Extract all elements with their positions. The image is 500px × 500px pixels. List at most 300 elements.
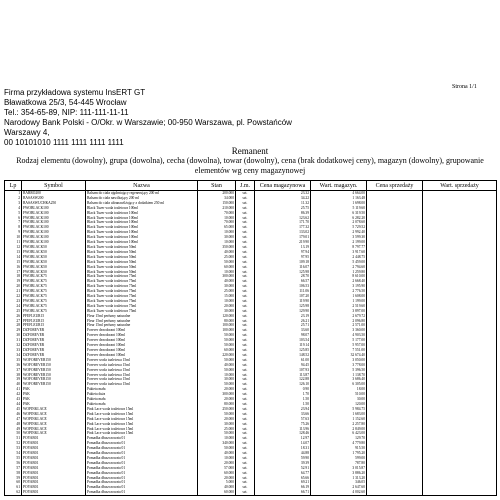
unit-cell: szt. (236, 382, 255, 387)
symbol-cell: FWOBLACK75 (22, 279, 86, 284)
warehouse-value-cell: 2 257.80 (311, 422, 367, 427)
symbol-cell: FWOBLACK100 (22, 220, 86, 225)
name-cell: Black Tuzer woda toaletowa 75ml (86, 294, 198, 299)
stock-cell: 60.000 (198, 490, 236, 495)
symbol-cell: DZFOREVER (22, 338, 86, 343)
lp-cell: 46 (5, 412, 22, 417)
lp-cell: 59 (5, 476, 22, 481)
warehouse-value-cell: 5 459.00 (311, 260, 367, 265)
column-header-lp: Lp (5, 181, 22, 191)
warehouse-value-cell: 129.70 (311, 436, 367, 441)
unit-cell: szt. (236, 284, 255, 289)
warehouse-value-cell: 2 571.00 (311, 323, 367, 328)
lp-cell: 49 (5, 427, 22, 432)
warehouse-value-cell: 2 647.60 (311, 485, 367, 490)
warehouse-price-cell: 61.00 (255, 358, 311, 363)
warehouse-value-cell: 8 610.00 (311, 274, 367, 279)
warehouse-value-cell: 6 319.50 (311, 211, 367, 216)
symbol-cell: POYAB01 (22, 476, 86, 481)
name-cell: Black Tuzer woda toaletowa 100ml (86, 230, 198, 235)
warehouse-value-cell: 3 897.00 (311, 309, 367, 314)
sale-price-cell (367, 490, 423, 495)
company-header (4, 88, 292, 148)
stock-cell: 70.000 (198, 211, 236, 216)
unit-cell: szt. (236, 480, 255, 485)
unit-cell: szt. (236, 485, 255, 490)
warehouse-price-cell: 97.94 (255, 250, 311, 255)
name-cell: Black Tuzer woda toaletowa 100ml (86, 235, 198, 240)
name-cell: Fleur 15ml perfumy naturalne (86, 323, 198, 328)
warehouse-price-cell: 13.19 (255, 245, 311, 250)
symbol-cell: POYAB01 (22, 436, 86, 441)
symbol-cell: PAK (22, 387, 86, 392)
warehouse-value-cell: 5 396.50 (311, 368, 367, 373)
unit-cell: szt. (236, 441, 255, 446)
lp-cell: 62 (5, 490, 22, 495)
symbol-cell: FWOBLACK100 (22, 206, 86, 211)
name-cell: Black Tuzer woda toaletowa 100ml (86, 216, 198, 221)
unit-cell: szt. (236, 260, 255, 265)
lp-cell: 61 (5, 485, 22, 490)
unit-cell: szt. (236, 490, 255, 495)
lp-cell: 12 (5, 245, 22, 250)
warehouse-value-cell: 2 668.40 (311, 279, 367, 284)
lp-cell: 28 (5, 323, 22, 328)
unit-cell: szt. (236, 201, 255, 206)
unit-cell: szt. (236, 314, 255, 319)
stock-cell: 20.000 (198, 461, 236, 466)
warehouse-value-cell: 7 551.00 (311, 348, 367, 353)
name-cell: Pomadka dłuszczowata 01 (86, 436, 198, 441)
stock-cell: 100.000 (198, 323, 236, 328)
warehouse-price-cell: 66.57 (255, 279, 311, 284)
symbol-cell: FWOBLACK50 (22, 265, 86, 270)
warehouse-price-cell: 12.97 (255, 436, 311, 441)
unit-cell: szt. (236, 240, 255, 245)
symbol-cell: FWOBLACK50 (22, 260, 86, 265)
name-cell: Pink Lace woda toaletowa 15ml (86, 422, 198, 427)
warehouse-price-cell: 39.39 (255, 461, 311, 466)
warehouse-value-cell: 2 679.72 (311, 314, 367, 319)
symbol-cell: FWOBLACK50 (22, 255, 86, 260)
warehouse-value-cell: 3 360.00 (311, 328, 367, 333)
warehouse-value-cell: 3 050.00 (311, 358, 367, 363)
warehouse-price-cell: 28.70 (255, 274, 311, 279)
unit-cell: szt. (236, 230, 255, 235)
lp-cell: 37 (5, 368, 22, 373)
lp-cell: 19 (5, 279, 22, 284)
name-cell: Pakieta duża (86, 392, 198, 397)
lp-cell: 32 (5, 343, 22, 348)
warehouse-value-cell: 1 608.00 (311, 294, 367, 299)
lp-cell: 38 (5, 373, 22, 378)
unit-cell: szt. (236, 328, 255, 333)
name-cell: Black Tuzer woda toaletowa 75ml (86, 299, 198, 304)
name-cell: Pink Lace woda toaletowa 15ml (86, 427, 198, 432)
warehouse-value-cell: 915.50 (311, 446, 367, 451)
warehouse-value-cell: 2 794.60 (311, 265, 367, 270)
lp-cell: 21 (5, 289, 22, 294)
lp-cell: 54 (5, 451, 22, 456)
warehouse-price-cell: 23.19 (255, 314, 311, 319)
stock-cell: 20.000 (198, 417, 236, 422)
name-cell: Black Tuzer woda toaletowa 50ml (86, 260, 198, 265)
stock-cell: 25.000 (198, 255, 236, 260)
lp-cell: 50 (5, 431, 22, 436)
stock-cell: 40.000 (198, 451, 236, 456)
symbol-cell: POYAB01 (22, 441, 86, 446)
symbol-cell: PAK (22, 402, 86, 407)
warehouse-price-cell: 116.07 (255, 265, 311, 270)
lp-cell: 33 (5, 348, 22, 353)
unit-cell: szt. (236, 422, 255, 427)
lp-cell: 60 (5, 480, 22, 485)
warehouse-value-cell: 2 078.60 (311, 220, 367, 225)
lp-cell: 31 (5, 338, 22, 343)
symbol-cell: PAK (22, 392, 86, 397)
warehouse-value-cell: 1 163.48 (311, 196, 367, 201)
stock-cell: 60.000 (198, 348, 236, 353)
symbol-cell: WOFOREVER150 (22, 358, 86, 363)
name-cell: Fleur 15ml perfumy naturalne (86, 314, 198, 319)
name-cell: Black Tuzer woda toaletowa 50ml (86, 270, 198, 275)
lp-cell: 36 (5, 363, 22, 368)
lp-cell: 30 (5, 333, 22, 338)
warehouse-value-cell: 2 849.00 (311, 427, 367, 432)
symbol-cell: FWOBLACK75 (22, 284, 86, 289)
symbol-cell: WOFOREVER150 (22, 368, 86, 373)
stock-cell: 30.000 (198, 309, 236, 314)
lp-cell: 56 (5, 461, 22, 466)
symbol-cell: BARRO200 (22, 191, 86, 196)
warehouse-value-cell: 2 448.75 (311, 255, 367, 260)
name-cell: Pakieta mała (86, 397, 198, 402)
unit-cell: szt. (236, 407, 255, 412)
warehouse-value-cell: 3 778.00 (311, 363, 367, 368)
warehouse-value-cell: 1 138.70 (311, 373, 367, 378)
stock-cell: 10.000 (198, 456, 236, 461)
warehouse-price-cell: 111.06 (255, 289, 311, 294)
symbol-cell: WOPINKLACE (22, 412, 86, 417)
warehouse-price-cell: 57.63 (255, 417, 311, 422)
stock-cell: 10.000 (198, 216, 236, 221)
symbol-cell: DZFOREVER (22, 343, 86, 348)
unit-cell: szt. (236, 373, 255, 378)
name-cell: Pomadka dłuszczowata 01 (86, 456, 198, 461)
symbol-cell: PFEFLEUR15 (22, 319, 86, 324)
warehouse-price-cell: 123.62 (255, 216, 311, 221)
name-cell: Black Tuzer woda toaletowa 75ml (86, 289, 198, 294)
name-cell: Pomadka dłuszczowata 01 (86, 441, 198, 446)
name-cell: Black Tuzer woda toaletowa 100ml (86, 240, 198, 245)
warehouse-price-cell: 107.20 (255, 294, 311, 299)
warehouse-price-cell: 66.19 (255, 485, 311, 490)
lp-cell: 24 (5, 304, 22, 309)
warehouse-price-cell: 66.71 (255, 490, 311, 495)
unit-cell: szt. (236, 451, 255, 456)
symbol-cell: WOFOREVER150 (22, 373, 86, 378)
name-cell: Black Tuzer woda toaletowa 50ml (86, 245, 198, 250)
stock-cell: 200.000 (198, 191, 236, 196)
stock-cell: 300.000 (198, 392, 236, 397)
warehouse-value-cell: 2 519.60 (311, 304, 367, 309)
unit-cell: szt. (236, 255, 255, 260)
warehouse-value-cell: 3 917.60 (311, 250, 367, 255)
warehouse-price-cell: 125.85 (255, 348, 311, 353)
symbol-cell: FWOBLACK75 (22, 289, 86, 294)
stock-cell: 100.000 (198, 328, 236, 333)
warehouse-price-cell: 44.88 (255, 451, 311, 456)
unit-cell: szt. (236, 392, 255, 397)
lp-cell: 7 (5, 220, 22, 225)
warehouse-price-cell: 26.21 (255, 319, 311, 324)
column-header-sale-price: Cena sprzedaży (367, 181, 423, 191)
stock-cell: 60.000 (198, 265, 236, 270)
warehouse-value-cell: 4 779.80 (311, 441, 367, 446)
unit-cell: szt. (236, 220, 255, 225)
unit-cell: szt. (236, 319, 255, 324)
warehouse-value-cell: 6 282.20 (311, 216, 367, 221)
column-header-warehouse-price: Cena magazynowa (255, 181, 311, 191)
warehouse-price-cell: 106.53 (255, 284, 311, 289)
stock-cell: 40.000 (198, 485, 236, 490)
warehouse-price-cell: 23.94 (255, 407, 311, 412)
lp-cell: 51 (5, 436, 22, 441)
stock-cell: 25.000 (198, 289, 236, 294)
unit-cell: szt. (236, 368, 255, 373)
warehouse-value-cell: 787.80 (311, 461, 367, 466)
warehouse-price-cell: 113.87 (255, 373, 311, 378)
warehouse-value-cell: 5 957.00 (311, 343, 367, 348)
symbol-cell: POYAB01 (22, 466, 86, 471)
sale-value-cell (423, 490, 497, 495)
lp-cell: 34 (5, 353, 22, 358)
unit-cell: szt. (236, 245, 255, 250)
stock-cell: 120.000 (198, 314, 236, 319)
unit-cell: szt. (236, 446, 255, 451)
warehouse-value-cell: 2 096.80 (311, 319, 367, 324)
report-title: Remanent (231, 146, 269, 156)
symbol-cell: FWOBLACK75 (22, 299, 86, 304)
stock-cell: 15.000 (198, 294, 236, 299)
warehouse-price-cell: 179.01 (255, 235, 311, 240)
stock-cell: 50.000 (198, 382, 236, 387)
name-cell: Black Tuzer woda toaletowa 100ml (86, 220, 198, 225)
unit-cell: szt. (236, 427, 255, 432)
report-subtitle: Rodzaj elementu (dowolny), grupa (dowolna), cecha (dowolna), towar (dowolny), cena (brak dodatkowej ceny), magazyn (dowolny), grupowanie elementów wg ceny magazynowej (16, 156, 484, 175)
warehouse-price-cell: 122.88 (255, 377, 311, 382)
stock-cell: 50.000 (198, 358, 236, 363)
warehouse-value-cell: 510.00 (311, 392, 367, 397)
symbol-cell: WOFOREVER150 (22, 377, 86, 382)
symbol-cell: DZFOREVER (22, 333, 86, 338)
unit-cell: szt. (236, 466, 255, 471)
unit-cell: szt. (236, 387, 255, 392)
stock-cell: 34.000 (198, 196, 236, 201)
warehouse-price-cell: 133.02 (255, 230, 311, 235)
table-body (5, 191, 497, 496)
unit-cell: szt. (236, 431, 255, 436)
unit-cell: szt. (236, 279, 255, 284)
company-bank-address: Warszawy 4, (4, 128, 50, 137)
warehouse-value-cell: 4 664.00 (311, 191, 367, 196)
stock-cell: 150.000 (198, 201, 236, 206)
lp-cell: 29 (5, 328, 22, 333)
name-cell: Pomadka dłuszczowata 01 (86, 461, 198, 466)
name-cell: Forever dezodorant 100ml (86, 348, 198, 353)
name-cell: Pomadka dłuszczowata 01 (86, 490, 198, 495)
stock-cell: 50.000 (198, 368, 236, 373)
column-header-symbol: Symbol (22, 181, 86, 191)
name-cell: Forever woda toaletowa 15ml (86, 358, 198, 363)
unit-cell: szt. (236, 456, 255, 461)
stock-cell: 50.000 (198, 338, 236, 343)
stock-cell: 350.000 (198, 245, 236, 250)
warehouse-price-cell: 103.54 (255, 338, 311, 343)
lp-cell: 41 (5, 387, 22, 392)
warehouse-value-cell: 2 776.50 (311, 289, 367, 294)
warehouse-price-cell: 52.91 (255, 466, 311, 471)
lp-cell: 42 (5, 392, 22, 397)
stock-cell: 10.000 (198, 299, 236, 304)
lp-cell: 35 (5, 358, 22, 363)
unit-cell: szt. (236, 323, 255, 328)
warehouse-price-cell: 11.32 (255, 201, 311, 206)
warehouse-value-cell: 1 259.80 (311, 270, 367, 275)
warehouse-value-cell: 32 674.40 (311, 353, 367, 358)
lp-cell: 18 (5, 274, 22, 279)
lp-cell: 55 (5, 456, 22, 461)
stock-cell: 20.000 (198, 387, 236, 392)
page-number: Strona 1/1 (452, 84, 477, 90)
name-cell: Forever dezodorant 100ml (86, 353, 198, 358)
unit-cell: szt. (236, 299, 255, 304)
lp-cell: 1 (5, 191, 22, 196)
name-cell: Forever woda toaletowa 15ml (86, 373, 198, 378)
warehouse-value-cell: 1 152.60 (311, 417, 367, 422)
warehouse-price-cell: 33.60 (255, 328, 311, 333)
lp-cell: 53 (5, 446, 22, 451)
unit-cell: szt. (236, 436, 255, 441)
unit-cell: szt. (236, 304, 255, 309)
warehouse-price-cell: 148.52 (255, 353, 311, 358)
stock-cell: 50.000 (198, 431, 236, 436)
company-phone-nip: Tel.: 354-65-89, NIP: 111-111-11-11 (4, 108, 129, 117)
stock-cell: 340.000 (198, 441, 236, 446)
company-address: Bławatkowa 25/3, 54-445 Wrocław (4, 98, 127, 107)
stock-cell: 40.000 (198, 363, 236, 368)
unit-cell: szt. (236, 196, 255, 201)
lp-cell: 11 (5, 240, 22, 245)
stock-cell: 50.000 (198, 260, 236, 265)
name-cell: Forever woda toaletowa 15ml (86, 363, 198, 368)
name-cell: Pomadka dłuszczowata 01 (86, 466, 198, 471)
lp-cell: 6 (5, 216, 22, 221)
name-cell: Black Tuzer woda toaletowa 100ml (86, 225, 198, 230)
unit-cell: szt. (236, 471, 255, 476)
unit-cell: szt. (236, 235, 255, 240)
symbol-cell: POYAB01 (22, 485, 86, 490)
column-header-name: Nazwa (86, 181, 198, 191)
stock-cell: 50.000 (198, 333, 236, 338)
lp-cell: 16 (5, 265, 22, 270)
warehouse-value-cell: 120.00 (311, 402, 367, 407)
lp-cell: 23 (5, 299, 22, 304)
warehouse-price-cell: 98.07 (255, 333, 311, 338)
stock-cell: 250.000 (198, 407, 236, 412)
stock-cell: 10.000 (198, 373, 236, 378)
unit-cell: szt. (236, 211, 255, 216)
name-cell: Pomadka dłuszczowata 01 (86, 471, 198, 476)
unit-cell: szt. (236, 250, 255, 255)
symbol-cell: PFEFLEUR15 (22, 323, 86, 328)
unit-cell: szt. (236, 417, 255, 422)
symbol-cell: WOPINKLACE (22, 417, 86, 422)
unit-cell: szt. (236, 216, 255, 221)
symbol-cell: FWOBLACK50 (22, 250, 86, 255)
name-cell: Forever woda toaletowa 15ml (86, 382, 198, 387)
unit-cell: szt. (236, 309, 255, 314)
warehouse-value-cell: 5 177.00 (311, 338, 367, 343)
name-cell: Black Tuzer woda toaletowa 75ml (86, 304, 198, 309)
stock-cell: 50.000 (198, 343, 236, 348)
stock-cell: 10.000 (198, 436, 236, 441)
warehouse-price-cell: 69.21 (255, 480, 311, 485)
unit-cell: szt. (236, 274, 255, 279)
lp-cell: 10 (5, 235, 22, 240)
stock-cell: 50.000 (198, 412, 236, 417)
name-cell: Black Tuzer woda toaletowa 75ml (86, 284, 198, 289)
stock-cell: 30.000 (198, 422, 236, 427)
stock-cell: 40.000 (198, 250, 236, 255)
lp-cell: 52 (5, 441, 22, 446)
unit-cell: szt. (236, 270, 255, 275)
table-row (5, 490, 497, 495)
lp-cell: 48 (5, 422, 22, 427)
warehouse-price-cell: 171.70 (255, 220, 311, 225)
name-cell: Balsam do ciała ultranawilżający z dodatkiem 250 ml (86, 201, 198, 206)
stock-cell: 10.000 (198, 230, 236, 235)
stock-cell: 80.000 (198, 319, 236, 324)
warehouse-price-cell: 125.98 (255, 270, 311, 275)
stock-cell: 30.000 (198, 235, 236, 240)
warehouse-value-cell: 5 119.60 (311, 206, 367, 211)
name-cell: Black Tuzer woda toaletowa 100ml (86, 206, 198, 211)
warehouse-value-cell: 5 984.75 (311, 407, 367, 412)
name-cell: Black Tuzer woda toaletowa 75ml (86, 309, 198, 314)
warehouse-value-cell: 3 015.87 (311, 466, 367, 471)
symbol-cell: FWOBLACK100 (22, 235, 86, 240)
name-cell: Black Tuzer woda toaletowa 50ml (86, 250, 198, 255)
warehouse-price-cell: 109.18 (255, 260, 311, 265)
name-cell: Forever woda toaletowa 15ml (86, 368, 198, 373)
warehouse-price-cell: 14.07 (255, 441, 311, 446)
company-name: Firma przykładowa systemu InsERT GT (4, 88, 146, 97)
name-cell: Forever dezodorant 100ml (86, 328, 198, 333)
warehouse-price-cell: 119.90 (255, 299, 311, 304)
symbol-cell: FWOBLACK50 (22, 270, 86, 275)
symbol-cell: FWOBLACK75 (22, 304, 86, 309)
lp-cell: 20 (5, 284, 22, 289)
unit-cell: szt. (236, 343, 255, 348)
symbol-cell: WOFOREVER150 (22, 363, 86, 368)
warehouse-value-cell: 8 797.77 (311, 245, 367, 250)
stock-cell: 70.000 (198, 220, 236, 225)
name-cell: Pomadka dłuszczowata 01 (86, 485, 198, 490)
unit-cell: szt. (236, 377, 255, 382)
name-cell: Pink Lace woda toaletowa 15ml (86, 431, 198, 436)
stock-cell: 40.000 (198, 279, 236, 284)
